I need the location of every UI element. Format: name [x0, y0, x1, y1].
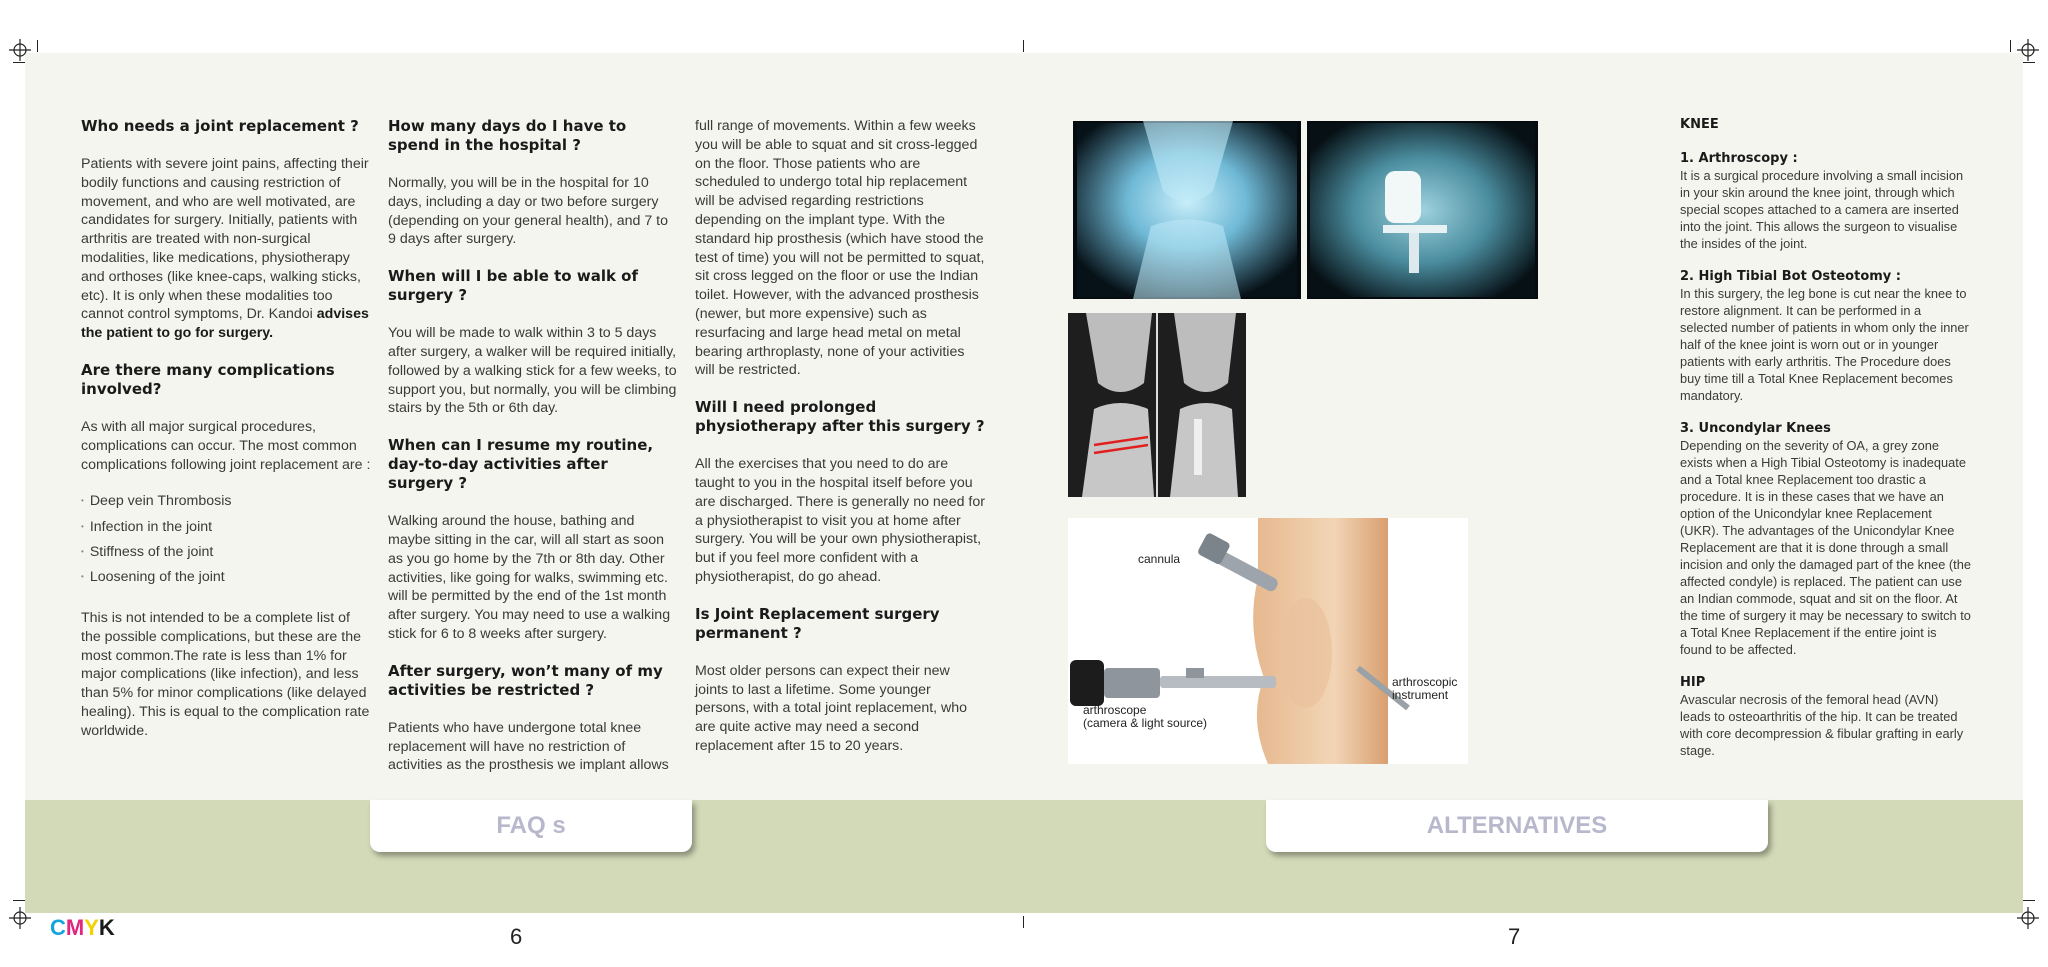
faq-paragraph: Patients with severe joint pains, affecting their bodily functions and causing restriction of movement, and who are well motivated, are candidates for surgery. Initially, patients with arthritis are treated with non-surgical modalities, like medications, physiotherapy and orthoses (like knee-caps, walking sticks, etc). It is only when these modalities too cannot control symptoms, Dr. Kandoi advises the patient to go for surgery. [81, 156, 369, 342]
alt-heading: HIP [1680, 675, 1706, 690]
faq-heading: Are there many complications involved? [81, 360, 335, 398]
crop-mark [13, 900, 25, 901]
crop-mark [13, 62, 25, 63]
alt-paragraph: Depending on the severity of OA, a grey zone exists when a High Tibial Osteotomy is inadequate and a Total knee Replacement too drastic a procedure. It is in these cases that we have an option of the Unicondylar knee Replacement (UKR). The advantages of the Unicondylar Knee Replacement are that it is done through a small incision and only the damaged part of the knee (the affected condyle) is replaced. The patient can use an Indian commode, squat and sit on the floor. At the time of surgery it may be necessary to switch to a Total Knee Replacement if the entire joint is found to be affected. [1680, 438, 1971, 657]
faq-paragraph: full range of movements. Within a few weeks you will be able to squat and sit cross-legged on the floor. Those patients who are scheduled to undergo total hip replacement will be advised regarding restrictions depending on the implant type. With the standard hip prosthesis (which have stood the test of time) you will not be permitted to squat, sit cross legged on the floor or use the Indian toilet. However, with the advanced prosthesis (newer, but more expensive) such as resurfacing and large head metal on metal bearing arthroplasty, none of your activities will be restricted. [695, 118, 985, 379]
list-item: • Stiffness of the joint [81, 543, 371, 564]
faq-paragraph: Normally, you will be in the hospital for 10 days, including a day or two before surgery (depending on your general health), and 7 to 9 days after surgery. [388, 175, 669, 248]
faq-paragraph: As with all major surgical procedures, complications can occur. The most common complications following joint replacement are : [81, 418, 371, 473]
faq-heading: Will I need prolonged physiotherapy after this surgery ? [695, 398, 985, 436]
page-number-left: 6 [510, 924, 523, 949]
registration-mark-icon [2017, 907, 2039, 929]
arthroscope-label: arthroscope (camera & light source) [1083, 703, 1208, 730]
faq-paragraph: All the exercises that you need to do are taught to you in the hospital itself before you are discharged. There is generally no need for a physiotherapist to visit you at home after surgery. You will be your own physiotherapist, but if you feel more confident with a physiotherapist, do go ahead. [695, 456, 985, 585]
faq-heading: When will I be able to walk of surgery ? [388, 267, 638, 305]
alternatives-tab: ALTERNATIVES [1266, 800, 1768, 852]
osteotomy-xray-image [1068, 313, 1246, 497]
alt-heading: 3. Uncondylar Knees [1680, 421, 1831, 436]
knee-implant-xray-image [1307, 121, 1538, 299]
alt-heading: 2. High Tibial Bot Osteotomy : [1680, 269, 1901, 284]
faq-heading: Is Joint Replacement surgery permanent ? [695, 604, 940, 642]
crop-mark [2023, 62, 2035, 63]
arthroscopy-illustration [1068, 518, 1468, 764]
registration-mark-icon [9, 907, 31, 929]
list-item: • Loosening of the joint [81, 568, 371, 589]
alternatives-column [1680, 116, 1972, 776]
page-number-right: 7 [1508, 924, 1521, 949]
faq-heading: Who needs a joint replacement ? [81, 117, 359, 135]
complications-list [81, 492, 371, 589]
crop-mark [2010, 40, 2011, 52]
faq-column-2 [388, 117, 678, 793]
faq-paragraph: Most older persons can expect their new joints to last a lifetime. Some younger persons, with a total joint replacement, who are quite active may need a second replacement after 15 to 20 years. [695, 662, 968, 754]
faq-paragraph: This is not intended to be a complete list of the possible complications, but these are the most common.The rate is less than 1% for major complications (like infection), and less than 5% for minor complications (like delayed healing). This is equal to the complication rate worldwide. [81, 610, 370, 739]
crop-mark [1023, 916, 1024, 928]
faq-paragraph: Patients who have undergone total knee replacement will have no restriction of activities as the prosthesis we implant allows [388, 719, 669, 774]
faq-paragraph: You will be made to walk within 3 to 5 days after surgery, a walker will be required initially, followed by a walking stick for a few weeks, to support you, but normally, you will be climbing stairs by the 5th or 6th day. [388, 325, 677, 417]
registration-mark-icon [9, 39, 31, 61]
knee-title: KNEE [1680, 117, 1719, 132]
list-item: • Deep vein Thrombosis [81, 492, 371, 513]
alt-paragraph: It is a surgical procedure involving a small incision in your skin around the knee joint, through which special scopes attached to a camera are inserted into the joint. This allows the surgeon to visualise the insides of the joint. [1680, 168, 1964, 251]
registration-mark-icon [2017, 39, 2039, 61]
faq-tab: FAQ s [370, 800, 692, 852]
faq-heading: When can I resume my routine, day-to-day activities after surgery ? [388, 436, 654, 493]
faq-heading: How many days do I have to spend in the hospital ? [388, 117, 627, 154]
alt-paragraph: In this surgery, the leg bone is cut near the knee to restore alignment. It can be performed in a selected number of patients in whom only the inner half of the knee joint is worn out or in younger patients with early arthritis. The Procedure does buy time till a Total Knee Replacement becomes mandatory. [1680, 286, 1969, 403]
cmyk-mark: CMYK [50, 915, 115, 940]
alt-heading: 1. Arthroscopy : [1680, 151, 1798, 166]
cannula-label: cannula [1138, 552, 1181, 566]
faq-column-3 [695, 117, 985, 774]
list-item: • Infection in the joint [81, 518, 371, 539]
faq-column-1 [81, 117, 371, 759]
instrument-label: arthroscopic instrument [1392, 675, 1458, 702]
knee-xray-image [1073, 121, 1301, 299]
crop-mark [37, 40, 38, 52]
alt-paragraph: Avascular necrosis of the femoral head (AVN) leads to osteoarthritis of the hip. It can be treated with core decompression & fibular grafting in early stage. [1680, 692, 1964, 758]
crop-mark [2023, 900, 2035, 901]
crop-mark [1023, 40, 1024, 52]
faq-heading: After surgery, won’t many of my activities be restricted ? [388, 661, 663, 699]
faq-paragraph: Walking around the house, bathing and maybe sitting in the car, will all start as soon as you go home by the 7th or 8th day. Other activities, like going for walks, swimming etc. will be permitted by the end of the 1st month after surgery. You may need to use a walking stick for 6 to 8 weeks after surgery. [388, 513, 671, 642]
